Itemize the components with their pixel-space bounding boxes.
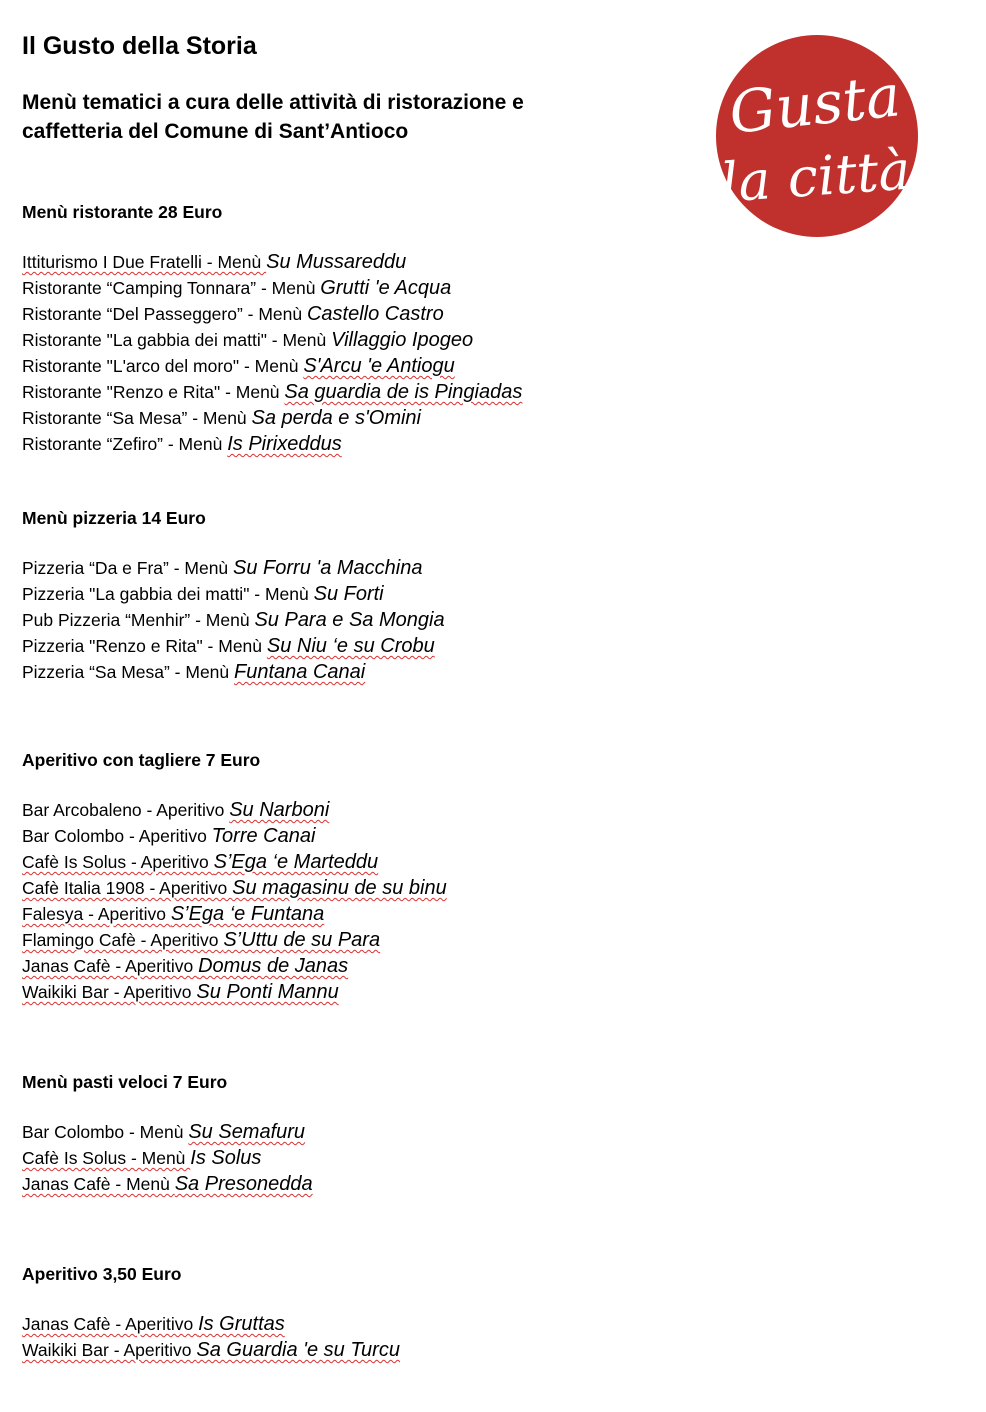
page-title: Il Gusto della Storia [22,32,257,60]
logo-line1: Gusta [726,61,904,147]
list-item: Pizzeria “Sa Mesa” - Menù Funtana Canai [22,661,366,683]
section-heading: Menù pizzeria 14 Euro [22,508,206,528]
list-item: Cafè Italia 1908 - Aperitivo Su magasinu de su binu [22,877,447,899]
page-subtitle: Menù tematici a cura delle attività di ristorazione e caffetteria del Comune di Sant’Antioco [22,91,524,143]
list-item: Bar Arcobaleno - Aperitivo Su Narboni [22,799,330,821]
list-item: Cafè Is Solus - Menù Is Solus [22,1147,262,1169]
list-item: Pub Pizzeria “Menhir” - Menù Su Para e Sa Mongia [22,609,445,631]
gusta-la-citta-logo-icon [596,0,986,275]
section-aperitivo-tagliere [22,749,447,1005]
section-aperitivo [22,1263,400,1363]
logo [596,0,986,275]
logo-line2: la città [718,138,913,215]
list-item: Ristorante "La gabbia dei matti" - Menù Villaggio Ipogeo [22,329,474,351]
list-item: Waikiki Bar - Aperitivo Su Ponti Mannu [22,981,339,1003]
list-item: Ristorante “Camping Tonnara” - Menù Grutti 'e Acqua [22,277,452,299]
list-item: Janas Cafè - Menù Sa Presonedda [22,1173,313,1195]
list-item: Pizzeria “Da e Fra” - Menù Su Forru 'a Macchina [22,557,423,579]
list-item: Janas Cafè - Aperitivo Domus de Janas [22,955,349,977]
list-item: Ristorante “Zefiro” - Menù Is Pirixeddus [22,433,342,455]
list-item: Ittiturismo I Due Fratelli - Menù Su Mussareddu [22,251,407,273]
list-item: Ristorante "Renzo e Rita" - Menù Sa guardia de is Pingiadas [22,381,523,403]
list-item: Pizzeria "La gabbia dei matti" - Menù Su Forti [22,583,384,605]
section-heading: Aperitivo 3,50 Euro [22,1264,182,1284]
list-item: Flamingo Cafè - Aperitivo S’Uttu de su Para [22,929,381,951]
list-item: Bar Colombo - Aperitivo Torre Canai [22,825,316,847]
list-item: Ristorante "L'arco del moro" - Menù S'Arcu 'e Antiogu [22,355,455,377]
list-item: Falesya - Aperitivo S’Ega ‘e Funtana [22,903,325,925]
section-heading: Aperitivo con tagliere 7 Euro [22,750,261,770]
list-item: Janas Cafè - Aperitivo Is Gruttas [22,1313,285,1335]
list-item: Ristorante “Sa Mesa” - Menù Sa perda e s'Omini [22,407,421,429]
list-item: Bar Colombo - Menù Su Semafuru [22,1121,306,1143]
section-pizzeria [22,507,445,685]
section-heading: Menù ristorante 28 Euro [22,202,223,222]
section-ristorante [22,201,522,457]
list-item: Cafè Is Solus - Aperitivo S’Ega ‘e Marteddu [22,851,379,873]
list-item: Pizzeria "Renzo e Rita" - Menù Su Niu ‘e su Crobu [22,635,435,657]
list-item: Ristorante “Del Passeggero” - Menù Castello Castro [22,303,444,325]
section-heading: Menù pasti veloci 7 Euro [22,1072,228,1092]
list-item: Waikiki Bar - Aperitivo Sa Guardia 'e su Turcu [22,1339,400,1361]
section-pasti-veloci [22,1071,313,1197]
